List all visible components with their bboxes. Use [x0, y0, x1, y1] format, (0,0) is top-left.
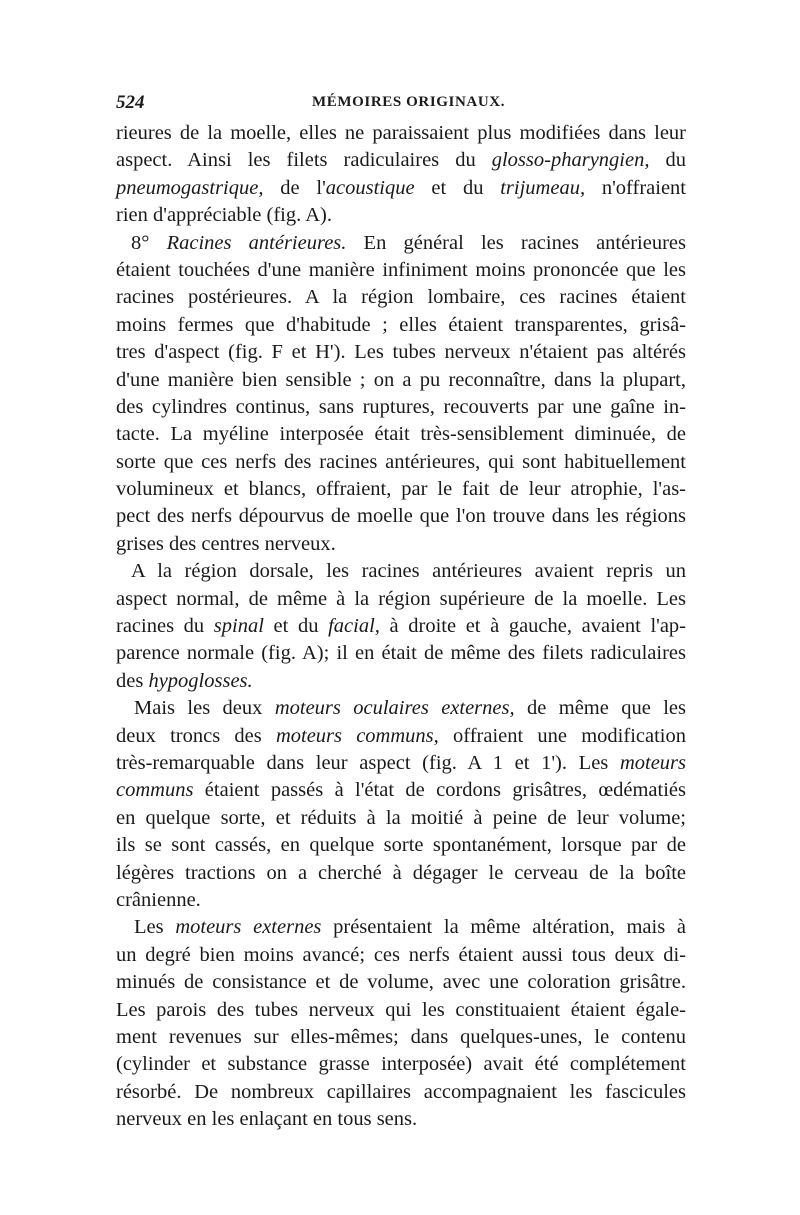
body-text — [116, 120, 686, 1133]
text-line — [116, 312, 686, 339]
text-segment: Les — [134, 916, 176, 939]
text-line — [116, 723, 686, 750]
text-segment: tres d'aspect (fig. F et H'). Les tubes nerveux n'étaient pas altérés — [116, 341, 686, 364]
text-line — [116, 750, 686, 777]
text-segment: Mais les deux — [134, 697, 275, 720]
text-segment: nerveux en les enlaçant en tous sens. — [116, 1108, 418, 1131]
text-line — [116, 476, 686, 503]
text-segment: présentaient la même altération, mais à — [321, 916, 686, 939]
text-line — [116, 503, 686, 530]
text-line — [116, 695, 686, 722]
text-line — [116, 1079, 686, 1106]
text-segment: parence normale (fig. A); il en était de même des filets radiculaires — [116, 642, 686, 665]
text-segment: des cylindres continus, sans ruptures, recouverts par une gaîne in- — [116, 395, 686, 418]
text-line — [116, 394, 686, 421]
text-segment: à droite et à gauche, avaient l'ap- — [379, 615, 687, 638]
text-segment: un degré bien moins avancé; ces nerfs étaient aussi tous deux di- — [116, 943, 686, 966]
text-segment: En général les racines antérieures — [346, 231, 687, 254]
text-segment: en quelque sorte, et réduits à la moitié à peine de leur volume; — [116, 806, 686, 829]
text-line — [116, 230, 686, 257]
text-segment: tacte. La myéline interposée était très-sensiblement diminuée, de — [116, 423, 686, 446]
text-segment: et du — [263, 615, 329, 638]
text-segment: aspect. Ainsi les filets radiculaires du — [116, 149, 492, 172]
text-segment: grises des centres nerveux. — [116, 532, 336, 555]
italic-text: moteurs communs, — [275, 724, 439, 747]
text-segment: racines du — [116, 615, 214, 638]
text-line — [116, 367, 686, 394]
text-segment: sorte que ces nerfs des racines antérieures, qui sont habituellement — [116, 450, 686, 473]
text-segment: très-remarquable dans leur aspect (fig. A 1 et 1'). Les — [116, 751, 620, 774]
text-segment: racines postérieures. A la région lombaire, ces racines étaient — [116, 286, 686, 309]
italic-text: spinal — [213, 615, 264, 638]
italic-text: moteurs externes — [175, 916, 322, 939]
text-segment: aspect normal, de même à la région supérieure de la moelle. Les — [116, 587, 686, 610]
text-line — [116, 914, 686, 941]
italic-text: moteurs oculaires externes, — [274, 697, 515, 720]
book-page — [116, 92, 686, 1133]
italic-text: hypoglosses. — [148, 669, 253, 692]
text-line — [116, 969, 686, 996]
text-line — [116, 805, 686, 832]
italic-text: glosso-pharyngien, — [491, 149, 650, 172]
italic-text: communs — [116, 779, 194, 802]
text-segment: 8° — [131, 231, 167, 254]
text-segment: n'offraient — [585, 176, 686, 199]
text-segment: légères tractions on a cherché à dégager le cerveau de la boîte — [116, 861, 686, 884]
text-line — [116, 887, 686, 914]
text-line — [116, 120, 686, 147]
italic-text: trijumeau, — [500, 176, 586, 199]
italic-text: acoustique — [325, 176, 415, 199]
running-title: MÉMOIRES ORIGINAUX. — [312, 94, 506, 110]
text-line — [116, 640, 686, 667]
text-line — [116, 1024, 686, 1051]
text-segment: offraient une modification — [438, 724, 686, 747]
text-segment: des — [116, 669, 149, 692]
text-line — [116, 613, 686, 640]
italic-text: moteurs — [619, 751, 686, 774]
text-segment: moins fermes que d'habitude ; elles étaient transparentes, grisâ- — [116, 313, 686, 336]
page-header — [116, 92, 686, 116]
text-segment: deux troncs des — [116, 724, 276, 747]
text-segment: étaient passés à l'état de cordons grisâtres, œdématiés — [193, 779, 686, 802]
text-segment: résorbé. De nombreux capillaires accompagnaient les fascicules — [116, 1080, 686, 1103]
italic-text: facial, — [328, 615, 380, 638]
text-segment: de l' — [263, 176, 326, 199]
text-segment: ils se sont cassés, en quelque sorte spontanément, lorsque par de — [116, 834, 686, 857]
text-segment: crânienne. — [116, 888, 201, 911]
text-line — [116, 942, 686, 969]
text-line — [116, 1051, 686, 1078]
text-line — [116, 558, 686, 585]
text-line — [116, 449, 686, 476]
italic-text: Racines antérieures. — [166, 231, 347, 254]
text-line — [116, 339, 686, 366]
text-line — [116, 832, 686, 859]
text-segment: et du — [414, 176, 501, 199]
text-line — [116, 202, 686, 229]
text-segment: Les parois des tubes nerveux qui les constituaient étaient égale- — [116, 998, 686, 1021]
text-line — [116, 284, 686, 311]
italic-text: pneumogastrique, — [116, 176, 264, 199]
text-segment: rieures de la moelle, elles ne paraissaient plus modifiées dans leur — [116, 122, 686, 144]
text-segment: minués de consistance et de volume, avec une coloration grisâtre. — [116, 971, 686, 994]
text-segment: étaient touchées d'une manière infiniment moins prononcée que les — [116, 258, 686, 281]
text-line — [116, 175, 686, 202]
text-line — [116, 860, 686, 887]
text-line — [116, 777, 686, 804]
text-line — [116, 586, 686, 613]
text-segment: ment revenues sur elles-mêmes; dans quelques-unes, le contenu — [116, 1025, 686, 1048]
page-number: 524 — [116, 92, 145, 113]
text-segment: volumineux et blancs, offraient, par le fait de leur atrophie, l'as- — [116, 478, 686, 501]
text-line — [116, 257, 686, 284]
text-line — [116, 997, 686, 1024]
text-line — [116, 421, 686, 448]
text-segment: pect des nerfs dépourvus de moelle que l'on trouve dans les régions — [116, 505, 686, 528]
text-segment: A la région dorsale, les racines antérieures avaient repris un — [131, 560, 686, 583]
text-line — [116, 531, 686, 558]
text-line — [116, 1106, 686, 1133]
text-segment: du — [649, 149, 687, 172]
text-segment: (cylinder et substance grasse interposée) avait été complétement — [116, 1053, 686, 1076]
text-line — [116, 147, 686, 174]
text-segment: d'une manière bien sensible ; on a pu reconnaître, dans la plupart, — [116, 368, 686, 391]
text-segment: de même que les — [514, 697, 687, 720]
text-line — [116, 668, 686, 695]
text-segment: rien d'appréciable (fig. A). — [116, 204, 333, 227]
